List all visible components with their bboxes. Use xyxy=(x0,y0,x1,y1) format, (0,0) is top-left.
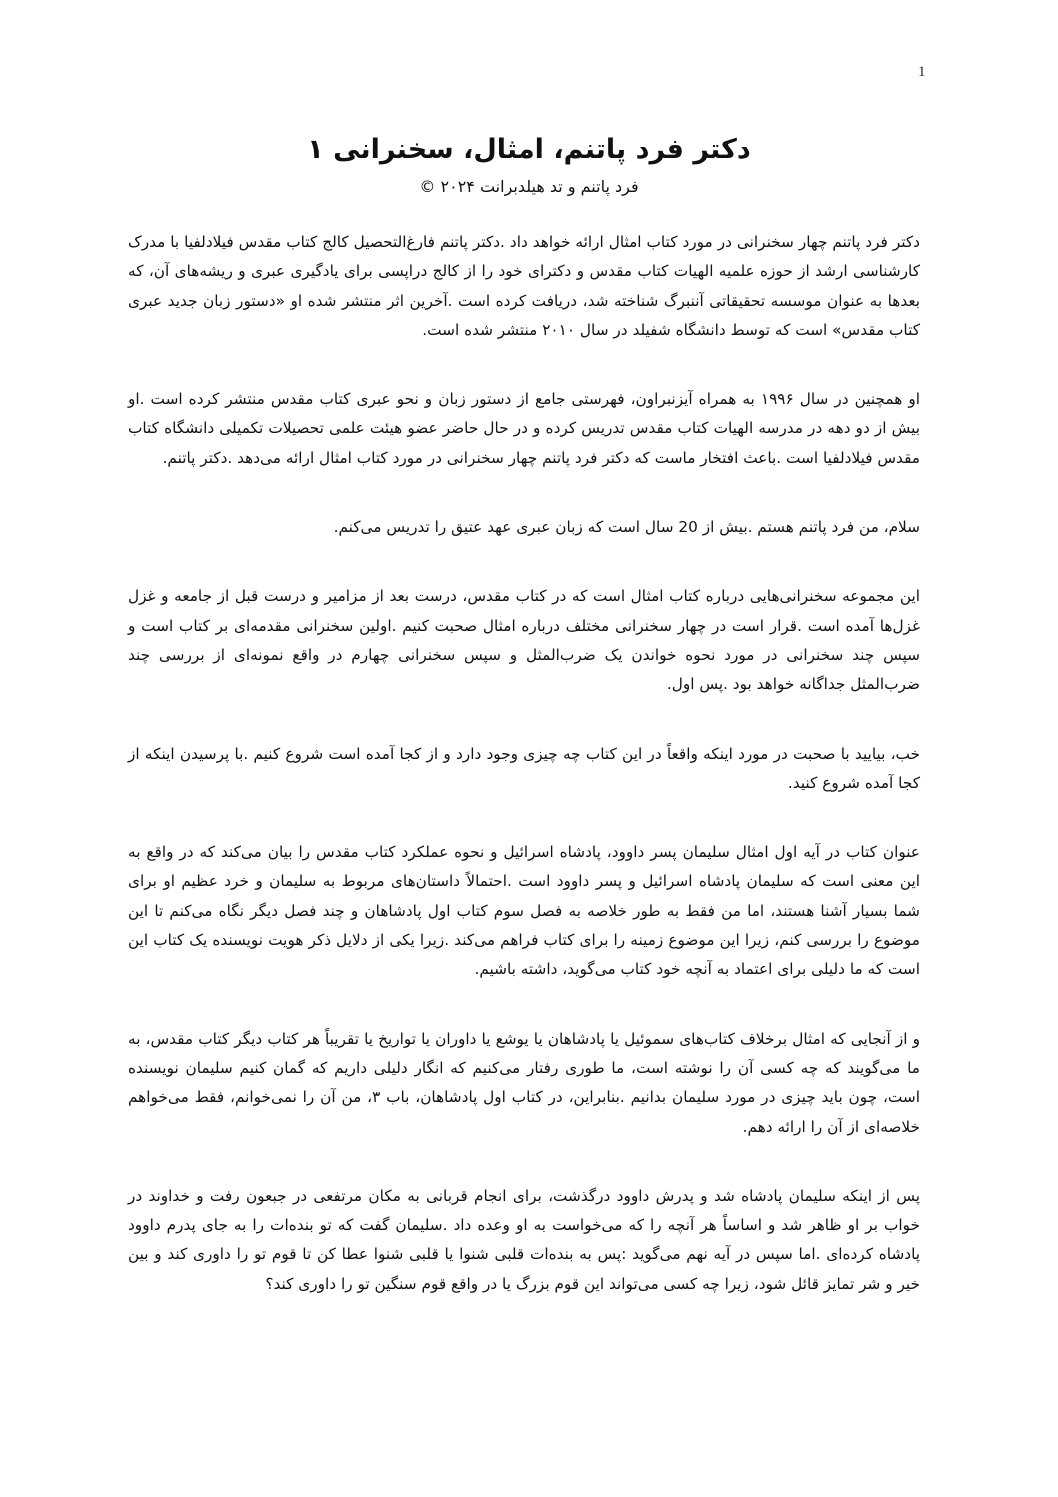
paragraph-solomon-dream: پس از اینکه سلیمان پادشاه شد و پدرش داوود درگذشت، برای انجام قربانی به مکان مرتفعی در جبعون رفت و خداوند در خواب بر او ظاهر شد و اساساً هر آنچه را که می‌خواست به او وعده داد .سلیمان گفت که تو بنده‌ات را به جای پدرم داوود پادشاه کرده‌ای .اما سپس در آیه نهم می‌گوید :پس به بنده‌ات قلبی شنوا یا قلبی شنوا عطا کن تا قوم تو را داوری کند و بین خیر و شر تمایز قائل شود، زیرا چه کسی می‌تواند این قوم بزرگ یا در واقع قوم سنگین تو را داوری کند؟ xyxy=(128,1186,920,1293)
paragraph-series-overview: این مجموعه سخنرانی‌هایی درباره کتاب امثال است که در کتاب مقدس، درست بعد از مزامیر و درست قبل از جامعه و غزل غزل‌ها آمده است .قرار است در چهار سخنرانی مختلف درباره امثال صحبت کنیم .اولین سخنرانی مقدمه‌ای بر کتاب است و سپس چند سخنرانی در مورد نحوه خواندن یک ضرب‌المثل و سپس سخنرانی چهارم در واقع نمونه‌ای از بررسی چند ضرب‌المثل جداگانه خواهد بود .پس اول. xyxy=(128,587,920,694)
document-body xyxy=(128,228,920,1339)
paragraph-title-verse: عنوان کتاب در آیه اول امثال سلیمان پسر داوود، پادشاه اسرائیل و نحوه عملکرد کتاب مقدس را بیان می‌کند که در واقع به این معنی است که سلیمان پادشاه اسرائیل و پسر داوود است .احتمالاً داستان‌های مربوط به سلیمان و خرد عظیم او برای شما بسیار آشنا هستند، اما من فقط به طور خلاصه به فصل سوم کتاب اول پادشاهان و چند فصل دیگر نگاه می‌کنم تا این موضوع را بررسی کنم، زیرا این موضوع زمینه را برای کتاب فراهم می‌کند .زیرا یکی از دلایل ذکر هویت نویسنده یک کتاب این است که ما دلیلی برای اعتماد به آنچه خود کتاب می‌گوید، داشته باشیم. xyxy=(128,843,920,979)
paragraph-authorship: و از آنجایی که امثال برخلاف کتاب‌های سموئیل یا پادشاهان یا یوشع یا داوران یا تواریخ یا تقریباً هر کتاب دیگر کتاب مقدس، به ما می‌گویند که چه کسی آن را نوشته است، ما طوری رفتار می‌کنیم که انگار دلیلی داریم که گمان کنیم سلیمان نویسنده است، چون باید چیزی در مورد سلیمان بدانیم .بنابراین، در کتاب اول پادشاهان، باب ۳، من آن را نمی‌خوانم، فقط می‌خواهم خلاصه‌ای از آن را ارائه دهم. xyxy=(128,1029,920,1136)
page-number: 1 xyxy=(918,64,926,80)
copyright-line: فرد پاتنم و تد هیلدبرانت ۲۰۲۴ © xyxy=(419,177,639,196)
paragraph-origin: خب، بیایید با صحبت در مورد اینکه واقعاً در این کتاب چه چیزی وجود دارد و از کجا آمده است شروع کنیم .با پرسیدن اینکه از کجا آمده شروع کنید. xyxy=(128,744,920,792)
document-header xyxy=(0,128,1058,200)
paragraph-greeting: سلام، من فرد پاتنم هستم .بیش از 20 سال است که زبان عبری عهد عتیق را تدریس می‌کنم. xyxy=(333,518,920,537)
paragraph-intro: دکتر فرد پاتنم چهار سخنرانی در مورد کتاب امثال ارائه خواهد داد .دکتر پاتنم فارغ‌التحصیل کالج کتاب مقدس فیلادلفیا با مدرک کارشناسی ارشد از حوزه علمیه الهیات کتاب مقدس و دکترای خود را از کالج دراپسی برای یادگیری عبری و ریشه‌های آن، که بعدها به عنوان موسسه تحقیقاتی آننبرگ شناخته شد، دریافت کرده است .آخرین اثر منتشر شده او «دستور زبان جدید عبری کتاب مقدس» است که توسط دانشگاه شفیلد در سال ۲۰۱۰ منتشر شده است. xyxy=(128,233,920,339)
paragraph-background: او همچنین در سال ۱۹۹۶ به همراه آیزنبراون، فهرستی جامع از دستور زبان و نحو عبری کتاب مقدس منتشر کرده است .او بیش از دو دهه در مدرسه الهیات کتاب مقدس تدریس کرده و در حال حاضر عضو هیئت علمی تحصیلات تکمیلی دانشگاه کتاب مقدس فیلادلفیا است .باعث افتخار ماست که دکتر فرد پاتنم چهار سخنرانی در مورد کتاب امثال ارائه می‌دهد .دکتر پاتنم. xyxy=(128,390,920,467)
document-title: دکتر فرد پاتنم، امثال، سخنرانی ۱ xyxy=(307,134,751,165)
